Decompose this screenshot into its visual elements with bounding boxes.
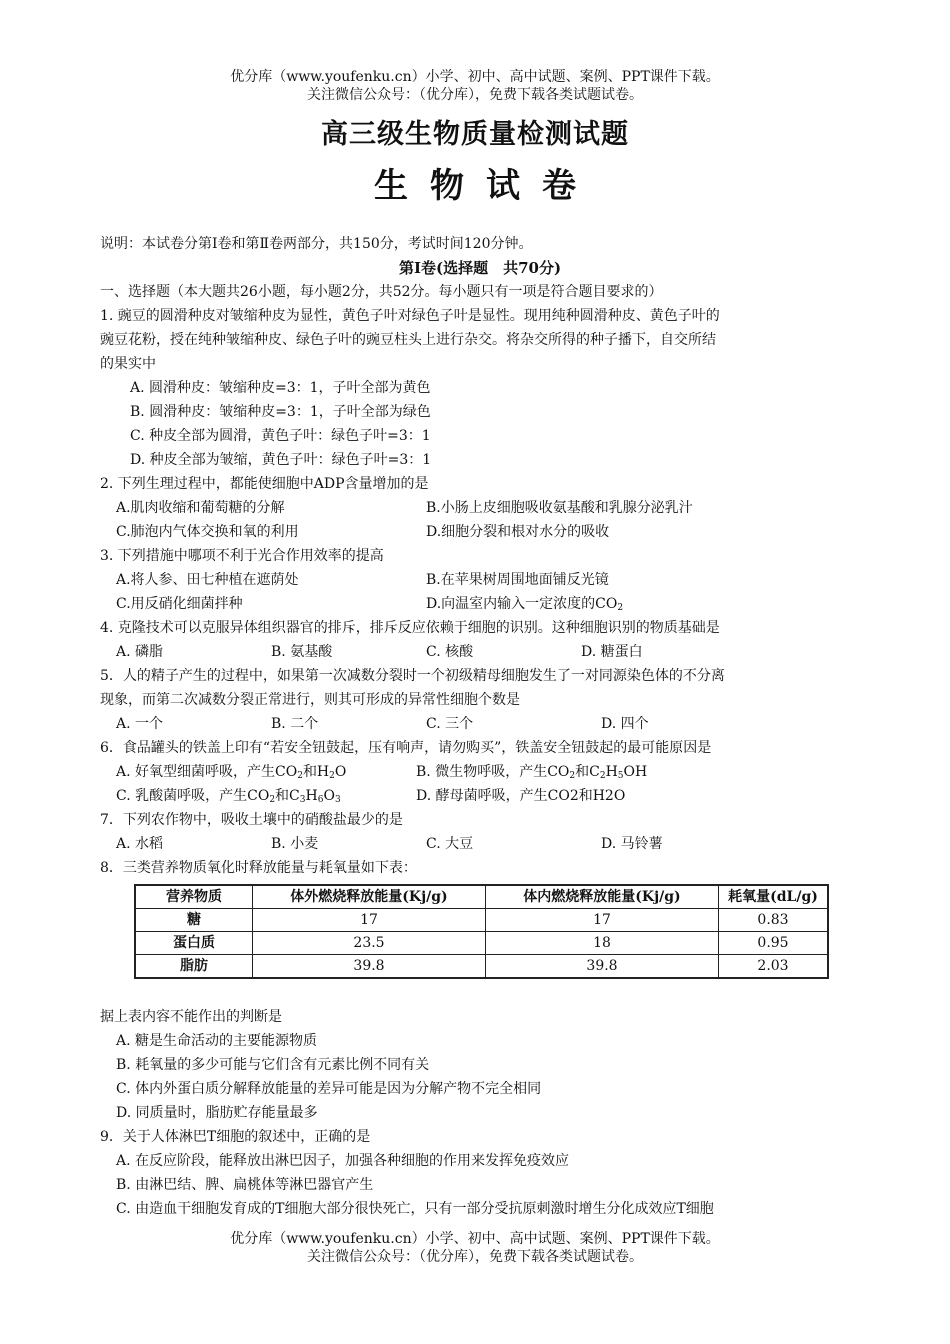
q7-stem: 7．下列农作物中，吸收土壤中的硝酸盐最少的是 — [100, 812, 403, 828]
q1-option-b: B. 圆滑种皮：皱缩种皮=3：1，子叶全部为绿色 — [130, 404, 431, 420]
q9-option-a: A. 在反应阶段，能释放出淋巴因子，加强各种细胞的作用来发挥免疫效应 — [116, 1153, 570, 1169]
table-cell: 脂肪 — [135, 955, 253, 979]
q2-stem: 2. 下列生理过程中，都能使细胞中ADP含量增加的是 — [100, 476, 429, 492]
q3-option-c: C.用反硝化细菌拌种 — [116, 596, 243, 612]
exam-subtitle: 生物试卷 — [374, 166, 598, 206]
table-row — [135, 955, 828, 979]
q2-options-row2 — [100, 520, 860, 544]
q5-option-a: A. 一个 — [116, 716, 164, 732]
table-header-cell: 耗氧量(dL/g) — [719, 885, 829, 909]
q5-stem-line2: 现象，而第二次减数分裂正常进行，则其可形成的异常性细胞个数是 — [100, 692, 520, 708]
q7-option-b: B. 小麦 — [271, 836, 319, 852]
q7-option-d: D. 马铃薯 — [601, 836, 663, 852]
q2-options-row1 — [100, 496, 860, 520]
exam-content — [100, 232, 860, 1221]
q5-stem-line1: 5．人的精子产生的过程中，如果第一次减数分裂时一个初级精母细胞发生了一对同源染色体的不分离 — [100, 668, 725, 684]
table-cell: 糖 — [135, 909, 253, 932]
q3-option-d: D.向温室内输入一定浓度的$CO_2$ — [426, 596, 624, 613]
q4-option-b: B. 氨基酸 — [271, 644, 333, 660]
page-header — [0, 68, 950, 104]
q4-options — [100, 640, 860, 664]
q3-option-b: B.在苹果树周围地面铺反光镜 — [426, 572, 609, 588]
exam-title: 高三级生物质量检测试题 — [321, 119, 629, 150]
table-header-cell: 体外燃烧释放能量(Kj/g) — [253, 885, 486, 909]
header-line-1: 优分库（www.youfenku.cn）小学、初中、高中试题、案例、PPT课件下载。 — [230, 69, 720, 85]
table-cell: 17 — [253, 909, 486, 932]
q1-stem-line2: 豌豆花粉，授在纯种皱缩种皮、绿色子叶的豌豆柱头上进行杂交。将杂交所得的种子播下，自交所结 — [100, 332, 716, 348]
q6-options-row2 — [100, 784, 860, 808]
table-header-row — [135, 885, 828, 909]
q7-options — [100, 832, 860, 856]
table-cell: 39.8 — [486, 955, 719, 979]
q4-option-a: A. 磷脂 — [116, 644, 164, 660]
q1-option-a: A. 圆滑种皮：皱缩种皮=3：1，子叶全部为黄色 — [130, 380, 431, 396]
q4-option-c: C. 核酸 — [426, 644, 474, 660]
q2-option-c: C.肺泡内气体交换和氧的利用 — [116, 524, 299, 540]
table-cell: 39.8 — [253, 955, 486, 979]
q1-stem-line3: 的果实中 — [100, 356, 156, 372]
q3-stem: 3. 下列措施中哪项不利于光合作用效率的提高 — [100, 548, 384, 564]
q3-option-a: A.将人参、田七种植在遮荫处 — [116, 572, 299, 588]
part1-title: 第Ⅰ卷(选择题 共70分) — [398, 259, 562, 277]
q5-option-c: C. 三个 — [426, 716, 474, 732]
q8-stem: 8．三类营养物质氧化时释放能量与耗氧量如下表： — [100, 860, 417, 876]
q8-option-a: A. 糖是生命活动的主要能源物质 — [116, 1033, 318, 1049]
table-cell: 0.95 — [719, 932, 829, 955]
q7-option-a: A. 水稻 — [116, 836, 164, 852]
q6-option-a: A. 好氧型细菌呼吸，产生$CO_2$和$H_2O$ — [116, 764, 347, 781]
q8-option-c: C. 体内外蛋白质分解释放能量的差异可能是因为分解产物不完全相同 — [116, 1081, 542, 1097]
q1-stem-line1: 1. 豌豆的圆滑种皮对皱缩种皮为显性，黄色子叶对绿色子叶是显性。现用纯种圆滑种皮、黄色子叶的 — [100, 308, 720, 324]
q6-option-b: B. 微生物呼吸，产生$CO_2$和$C_2H_5OH$ — [416, 764, 648, 781]
q2-option-d: D.细胞分裂和根对水分的吸收 — [426, 524, 610, 540]
footer-line-1: 优分库（www.youfenku.cn）小学、初中、高中试题、案例、PPT课件下载。 — [230, 1231, 720, 1247]
q6-option-d: D. 酵母菌呼吸，产生CO2和H2O — [416, 788, 626, 804]
q2-option-b: B.小肠上皮细胞吸收氨基酸和乳腺分泌乳汁 — [426, 500, 693, 516]
q3-options-row1 — [100, 568, 860, 592]
q9-option-b: B. 由淋巴结、脾、扁桃体等淋巴器官产生 — [116, 1177, 374, 1193]
table-header-cell: 营养物质 — [135, 885, 253, 909]
q7-option-c: C. 大豆 — [426, 836, 474, 852]
q4-stem: 4. 克隆技术可以克服异体组织器官的排斥，排斥反应依赖于细胞的识别。这种细胞识别的物质基础是 — [100, 620, 720, 636]
q3-options-row2 — [100, 592, 860, 616]
q9-option-c: C. 由造血干细胞发育成的T细胞大部分很快死亡，只有一部分受抗原刺激时增生分化成效应T细胞 — [116, 1201, 714, 1217]
q1-option-c: C. 种皮全部为圆滑，黄色子叶：绿色子叶=3：1 — [130, 428, 431, 444]
q1-option-d: D. 种皮全部为皱缩，黄色子叶：绿色子叶=3：1 — [130, 452, 432, 468]
q5-option-d: D. 四个 — [601, 716, 649, 732]
table-cell: 0.83 — [719, 909, 829, 932]
section-1-heading: 一、选择题（本大题共26小题，每小题2分，共52分。每小题只有一项是符合题目要求的） — [100, 284, 663, 300]
q6-options-row1 — [100, 760, 860, 784]
header-line-2: 关注微信公众号：（优分库），免费下载各类试题试卷。 — [307, 87, 643, 103]
q5-option-b: B. 二个 — [271, 716, 319, 732]
table-cell: 17 — [486, 909, 719, 932]
table-row — [135, 932, 828, 955]
q8-option-d: D. 同质量时，脂肪贮存能量最多 — [116, 1105, 318, 1121]
nutrient-table — [134, 884, 829, 979]
q8-question: 据上表内容不能作出的判断是 — [100, 1009, 282, 1025]
footer-line-2: 关注微信公众号：（优分库），免费下载各类试题试卷。 — [307, 1249, 643, 1265]
table-cell: 23.5 — [253, 932, 486, 955]
table-row — [135, 909, 828, 932]
page-footer — [0, 1230, 950, 1266]
q6-stem: 6．食品罐头的铁盖上印有“若安全钮鼓起，压有响声，请勿购买”，铁盖安全钮鼓起的最可能原因是 — [100, 740, 712, 756]
table-cell: 18 — [486, 932, 719, 955]
q2-option-a: A.肌肉收缩和葡萄糖的分解 — [116, 500, 285, 516]
table-header-cell: 体内燃烧释放能量(Kj/g) — [486, 885, 719, 909]
table-cell: 蛋白质 — [135, 932, 253, 955]
table-cell: 2.03 — [719, 955, 829, 979]
q8-option-b: B. 耗氧量的多少可能与它们含有元素比例不同有关 — [116, 1057, 430, 1073]
q4-option-d: D. 糖蛋白 — [581, 644, 643, 660]
q9-stem: 9．关于人体淋巴T细胞的叙述中，正确的是 — [100, 1129, 371, 1145]
q6-option-c: C. 乳酸菌呼吸，产生$CO_2$和$C_3H_6O_3$ — [116, 788, 341, 805]
q5-options — [100, 712, 860, 736]
exam-note: 说明：本试卷分第Ⅰ卷和第Ⅱ卷两部分，共150分，考试时间120分钟。 — [100, 236, 533, 252]
